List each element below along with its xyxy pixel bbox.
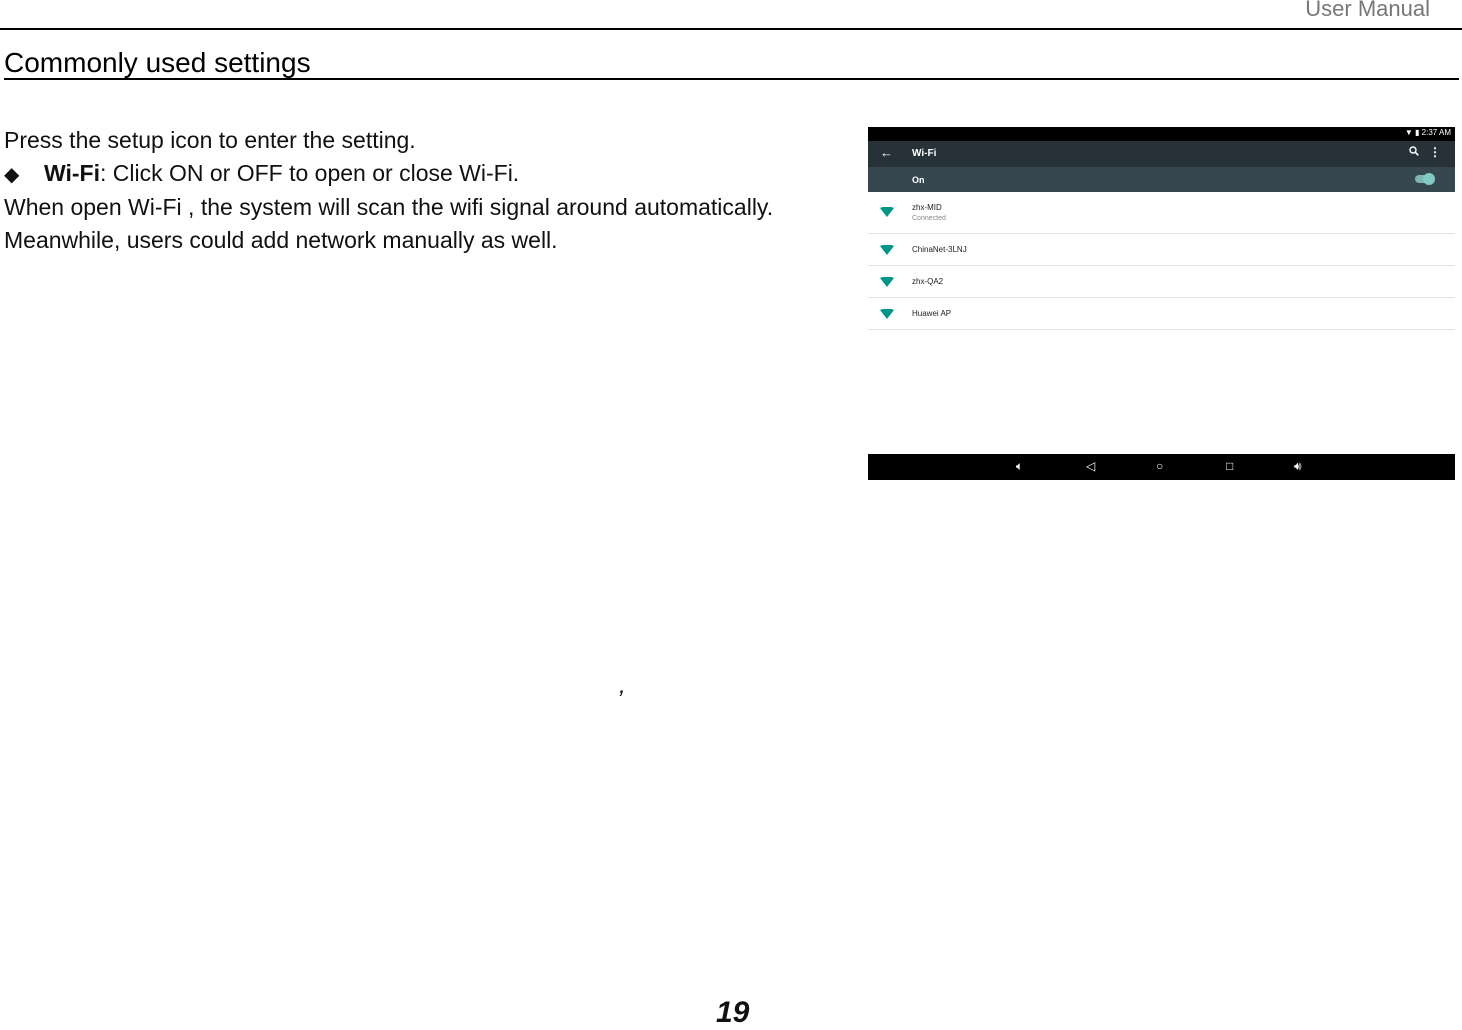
navigation-bar (868, 454, 1455, 480)
scan-line: When open Wi-Fi , the system will scan the wifi signal around automatically. (4, 194, 774, 220)
wifi-signal-icon (880, 245, 894, 255)
section-rule (4, 78, 1459, 80)
wifi-ssid: zhx-MID (912, 203, 942, 212)
wifi-ssid: Huawei AP (912, 309, 952, 318)
wifi-toggle[interactable] (1415, 175, 1433, 183)
bullet-diamond-icon: ◆ (4, 163, 20, 186)
app-bar-title: Wi-Fi (912, 148, 937, 159)
page-number: 19 (716, 996, 750, 1029)
intro-line: Press the setup icon to enter the setting. (4, 127, 416, 153)
wifi-settings-screenshot (868, 127, 1455, 480)
wifi-network-row[interactable] (868, 192, 1455, 234)
wifi-network-row[interactable] (868, 266, 1455, 298)
back-arrow-icon[interactable]: ← (880, 145, 893, 160)
bullet-term: Wi-Fi (44, 159, 100, 186)
wifi-ssid: ChinaNet-3LNJ (912, 245, 967, 254)
volume-down-icon[interactable]: 🔈︎ (1016, 459, 1024, 473)
wifi-bullet-line (4, 157, 773, 192)
switch-label: On (912, 175, 925, 185)
home-circle-icon[interactable]: ○ (1156, 459, 1164, 473)
header-rule (0, 28, 1462, 30)
manual-add-line: Meanwhile, users could add network manually as well. (4, 226, 558, 253)
wifi-status: Connected (912, 215, 946, 222)
toggle-knob (1423, 173, 1435, 185)
wifi-signal-icon (880, 309, 894, 319)
volume-up-icon[interactable]: 🔊︎ (1294, 459, 1302, 473)
wifi-network-list (868, 192, 1455, 330)
bullet-text: : Click ON or OFF to open or close Wi-Fi. (100, 159, 520, 186)
wifi-signal-icon (880, 207, 894, 217)
wifi-ssid: zhx-QA2 (912, 277, 944, 286)
status-icons: ▼ ▮ 2:37 AM (1404, 128, 1451, 137)
section-title: Commonly used settings (4, 47, 311, 78)
back-triangle-icon[interactable]: ◁ (1086, 459, 1096, 473)
stray-mark: , (619, 672, 626, 699)
body-text (4, 124, 773, 256)
status-bar (868, 127, 1455, 141)
app-bar (868, 141, 1455, 167)
header-title: User Manual (1305, 0, 1430, 21)
overflow-menu-icon[interactable]: ⋮ (1429, 145, 1441, 159)
wifi-network-row[interactable] (868, 298, 1455, 330)
recents-square-icon[interactable]: □ (1226, 459, 1234, 473)
wifi-switch-bar[interactable] (868, 167, 1455, 192)
search-icon[interactable] (1409, 145, 1419, 159)
wifi-network-row[interactable] (868, 234, 1455, 266)
status-time: 2:37 AM (1421, 128, 1451, 137)
wifi-signal-icon (880, 277, 894, 287)
